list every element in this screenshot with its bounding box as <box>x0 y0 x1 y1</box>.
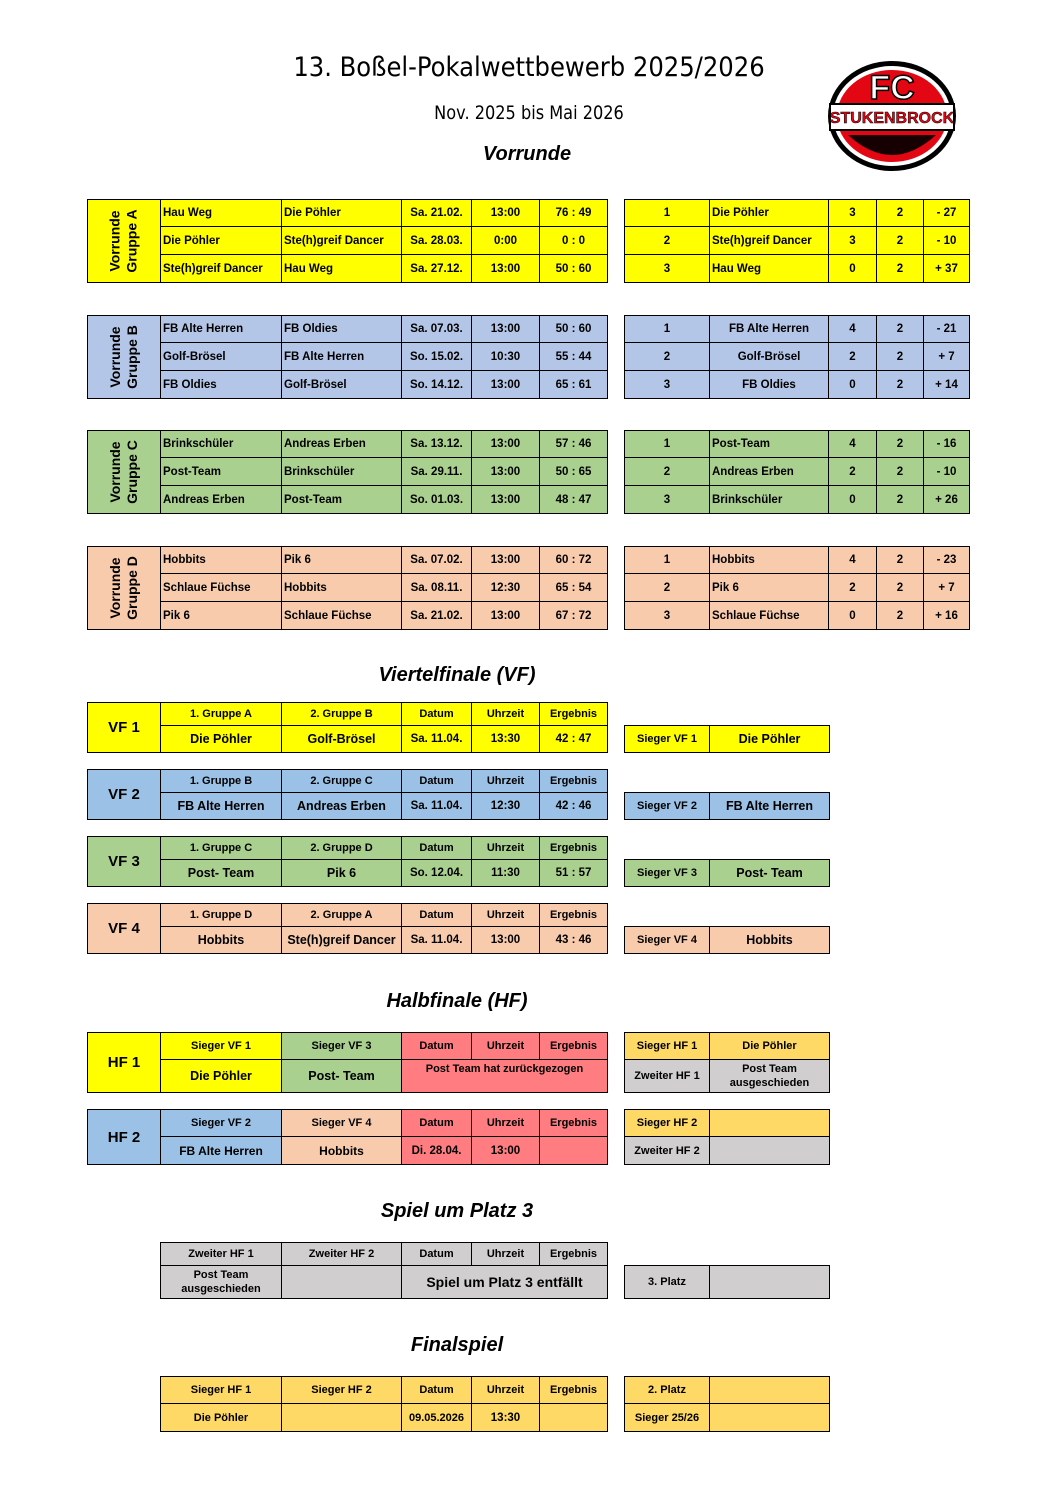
final-header-1: Sieger HF 1 <box>160 1376 282 1404</box>
home-team: Die Pöhler <box>160 226 282 255</box>
table-place: 3 <box>624 370 710 399</box>
vf-date: Sa. 11.04. <box>401 792 472 820</box>
table-throws: + 37 <box>923 254 970 283</box>
match-time: 13:00 <box>471 457 540 486</box>
match-result: 50 : 60 <box>539 254 608 283</box>
vf-winner-label: Sieger VF 3 <box>624 859 710 887</box>
table-throws: + 26 <box>923 485 970 514</box>
away-team: Hobbits <box>281 573 402 602</box>
match-date: Sa. 08.11. <box>401 573 472 602</box>
match-result: 48 : 47 <box>539 485 608 514</box>
header-ergebnis <box>539 415 608 429</box>
vf-time: 12:30 <box>471 792 540 820</box>
vf-header-uhrzeit: Uhrzeit <box>471 903 540 927</box>
vf-time: 13:30 <box>471 725 540 753</box>
table-team: FB Oldies <box>709 370 829 399</box>
match-result: 65 : 61 <box>539 370 608 399</box>
table-team: Andreas Erben <box>709 457 829 486</box>
hf2-result <box>539 1136 608 1165</box>
match-date: Sa. 28.03. <box>401 226 472 255</box>
vf-header-uhrzeit: Uhrzeit <box>471 769 540 793</box>
match-time: 12:30 <box>471 573 540 602</box>
vf-header-1: 1. Gruppe D <box>160 903 282 927</box>
match-time: 13:00 <box>471 315 540 343</box>
table-games: 2 <box>876 254 924 283</box>
vf-label: VF 4 <box>87 903 161 954</box>
away-team: Hau Weg <box>281 254 402 283</box>
vf-header-datum: Datum <box>401 769 472 793</box>
vf-winner-label: Sieger VF 4 <box>624 926 710 954</box>
table-throws: - 16 <box>923 430 970 458</box>
table-team: Hau Weg <box>709 254 829 283</box>
hf1-winner: Die Pöhler <box>709 1032 830 1060</box>
header-datum <box>401 531 472 545</box>
table-points: 0 <box>828 601 877 630</box>
header-platz <box>624 415 710 429</box>
table-games: 2 <box>876 457 924 486</box>
vf-header-datum: Datum <box>401 702 472 726</box>
page-subtitle: Nov. 2025 bis Mai 2026 <box>434 102 624 124</box>
final-second-label: 2. Platz <box>624 1376 710 1404</box>
table-throws: + 14 <box>923 370 970 399</box>
table-points: 0 <box>828 254 877 283</box>
hf2-winner <box>709 1109 830 1137</box>
table-place: 2 <box>624 342 710 371</box>
away-team: Andreas Erben <box>281 430 402 458</box>
match-result: 67 : 72 <box>539 601 608 630</box>
table-throws: - 21 <box>923 315 970 343</box>
vf-team-1: Die Pöhler <box>160 725 282 753</box>
table-throws: - 27 <box>923 199 970 227</box>
vf-date: Sa. 11.04. <box>401 725 472 753</box>
header-punkte <box>828 184 877 198</box>
final-result <box>539 1403 608 1432</box>
hf2-time: 13:00 <box>471 1136 540 1165</box>
table-points: 2 <box>828 342 877 371</box>
final-header-datum: Datum <box>401 1376 472 1404</box>
table-place: 1 <box>624 430 710 458</box>
match-time: 13:00 <box>471 199 540 227</box>
header-datum <box>401 184 472 198</box>
vf-date: So. 12.04. <box>401 859 472 887</box>
table-points: 0 <box>828 370 877 399</box>
vf-date: Sa. 11.04. <box>401 926 472 954</box>
final-team-1: Die Pöhler <box>160 1403 282 1432</box>
vf-header-2: 2. Gruppe C <box>281 769 402 793</box>
header-spiele <box>876 184 924 198</box>
vf-winner-label: Sieger VF 1 <box>624 725 710 753</box>
p3-team-1: Post Team ausgeschieden <box>160 1265 282 1299</box>
hf2-winner-label: Sieger HF 2 <box>624 1109 710 1137</box>
table-team: Hobbits <box>709 546 829 574</box>
match-time: 13:00 <box>471 546 540 574</box>
table-place: 1 <box>624 199 710 227</box>
group-label <box>87 546 161 630</box>
match-date: Sa. 13.12. <box>401 430 472 458</box>
match-result: 50 : 60 <box>539 315 608 343</box>
table-games: 2 <box>876 226 924 255</box>
vf-header-2: 2. Gruppe B <box>281 702 402 726</box>
home-team: Golf-Brösel <box>160 342 282 371</box>
hf1-header-ergebnis: Ergebnis <box>539 1032 608 1060</box>
table-points: 2 <box>828 573 877 602</box>
p3-header-datum: Datum <box>401 1242 472 1266</box>
vf-header-ergebnis: Ergebnis <box>539 702 608 726</box>
match-date: Sa. 29.11. <box>401 457 472 486</box>
home-team: Brinkschüler <box>160 430 282 458</box>
header-mannschaft <box>709 300 829 314</box>
header-spiele <box>876 415 924 429</box>
header-punkte <box>828 415 877 429</box>
away-team: Brinkschüler <box>281 457 402 486</box>
vf-result: 43 : 46 <box>539 926 608 954</box>
header-uhrzeit <box>471 184 540 198</box>
away-team: Schlaue Füchse <box>281 601 402 630</box>
away-team: Golf-Brösel <box>281 370 402 399</box>
page-title: 13. Boßel-Pokalwettbewerb 2025/2026 <box>293 52 765 83</box>
away-team: Post-Team <box>281 485 402 514</box>
match-result: 57 : 46 <box>539 430 608 458</box>
hf2-header-2: Sieger VF 4 <box>281 1109 402 1137</box>
vf-team-2: Pik 6 <box>281 859 402 887</box>
header-platz <box>624 184 710 198</box>
table-place: 3 <box>624 485 710 514</box>
header-ergebnis <box>539 300 608 314</box>
away-team: Die Pöhler <box>281 199 402 227</box>
vf-time: 11:30 <box>471 859 540 887</box>
table-throws: + 7 <box>923 342 970 371</box>
vf-winner: Post- Team <box>709 859 830 887</box>
table-team: Golf-Brösel <box>709 342 829 371</box>
match-result: 50 : 65 <box>539 457 608 486</box>
header-datum <box>401 300 472 314</box>
header-punkte <box>828 300 877 314</box>
table-place: 2 <box>624 226 710 255</box>
final-date: 09.05.2026 <box>401 1403 472 1432</box>
header-datum <box>401 415 472 429</box>
group-label <box>87 199 161 283</box>
group-label-text: Vorrunde Gruppe C <box>107 440 140 504</box>
match-date: So. 01.03. <box>401 485 472 514</box>
p3-team-2 <box>281 1265 402 1299</box>
match-time: 0:00 <box>471 226 540 255</box>
header-wuerfe <box>923 531 970 545</box>
final-header-2: Sieger HF 2 <box>281 1376 402 1404</box>
header-wuerfe <box>923 300 970 314</box>
table-points: 4 <box>828 546 877 574</box>
match-time: 13:00 <box>471 485 540 514</box>
table-place: 2 <box>624 457 710 486</box>
match-date: So. 14.12. <box>401 370 472 399</box>
p3-note: Spiel um Platz 3 entfällt <box>401 1265 608 1299</box>
vf-header-datum: Datum <box>401 836 472 860</box>
table-team: FB Alte Herren <box>709 315 829 343</box>
hf1-winner-label: Sieger HF 1 <box>624 1032 710 1060</box>
hf1-team-2: Post- Team <box>281 1059 402 1093</box>
vf-team-2: Andreas Erben <box>281 792 402 820</box>
hf1-second-label: Zweiter HF 1 <box>624 1059 710 1093</box>
table-place: 1 <box>624 315 710 343</box>
final-team-2 <box>281 1403 402 1432</box>
table-games: 2 <box>876 342 924 371</box>
group-label-text: Vorrunde Gruppe D <box>107 556 140 620</box>
header-ergebnis <box>539 531 608 545</box>
home-team: Ste(h)greif Dancer <box>160 254 282 283</box>
header-platz <box>624 531 710 545</box>
hf1-note: Post Team hat zurückgezogen <box>401 1059 608 1093</box>
hf2-header-ergebnis: Ergebnis <box>539 1109 608 1137</box>
home-team: Hau Weg <box>160 199 282 227</box>
table-throws: + 16 <box>923 601 970 630</box>
header-wuerfe <box>923 415 970 429</box>
header-spiele <box>876 300 924 314</box>
vf-header-ergebnis: Ergebnis <box>539 903 608 927</box>
vf-winner-label: Sieger VF 2 <box>624 792 710 820</box>
table-team: Die Pöhler <box>709 199 829 227</box>
vf-label: VF 2 <box>87 769 161 820</box>
hf2-date: Di. 28.04. <box>401 1136 472 1165</box>
table-throws: - 10 <box>923 226 970 255</box>
match-date: Sa. 07.03. <box>401 315 472 343</box>
group-label-text: Vorrunde Gruppe B <box>107 325 140 389</box>
final-header-uhrzeit: Uhrzeit <box>471 1376 540 1404</box>
header-uhrzeit <box>471 531 540 545</box>
p3-header-2: Zweiter HF 2 <box>281 1242 402 1266</box>
p3-header-1: Zweiter HF 1 <box>160 1242 282 1266</box>
vf-team-1: Hobbits <box>160 926 282 954</box>
hf1-team-1: Die Pöhler <box>160 1059 282 1093</box>
match-result: 65 : 54 <box>539 573 608 602</box>
hf1-header-2: Sieger VF 3 <box>281 1032 402 1060</box>
final-time: 13:30 <box>471 1403 540 1432</box>
table-points: 3 <box>828 226 877 255</box>
p3-header-ergebnis: Ergebnis <box>539 1242 608 1266</box>
header-mannschaft <box>709 531 829 545</box>
group-label <box>87 315 161 399</box>
p3-result-label: 3. Platz <box>624 1265 710 1299</box>
header-mannschaft <box>709 415 829 429</box>
match-time: 13:00 <box>471 370 540 399</box>
header-uhrzeit <box>471 415 540 429</box>
away-team: FB Oldies <box>281 315 402 343</box>
vf-header-2: 2. Gruppe A <box>281 903 402 927</box>
match-date: Sa. 07.02. <box>401 546 472 574</box>
hf1-second: Post Team ausgeschieden <box>709 1059 830 1093</box>
vf-header-ergebnis: Ergebnis <box>539 836 608 860</box>
group-label-text: Vorrunde Gruppe A <box>106 209 140 273</box>
away-team: FB Alte Herren <box>281 342 402 371</box>
vf-time: 13:00 <box>471 926 540 954</box>
final-winner-label: Sieger 25/26 <box>624 1403 710 1432</box>
vf-label: VF 3 <box>87 836 161 887</box>
vf-result: 51 : 57 <box>539 859 608 887</box>
section-title-finale: Finalspiel <box>410 1334 504 1356</box>
match-result: 0 : 0 <box>539 226 608 255</box>
header-platz <box>624 300 710 314</box>
away-team: Pik 6 <box>281 546 402 574</box>
home-team: Pik 6 <box>160 601 282 630</box>
group-label <box>87 430 161 514</box>
final-second <box>709 1376 830 1404</box>
table-place: 2 <box>624 573 710 602</box>
table-games: 2 <box>876 546 924 574</box>
hf2-second-label: Zweiter HF 2 <box>624 1136 710 1165</box>
away-team: Ste(h)greif Dancer <box>281 226 402 255</box>
vf-team-2: Golf-Brösel <box>281 725 402 753</box>
vf-header-uhrzeit: Uhrzeit <box>471 702 540 726</box>
vf-team-2: Ste(h)greif Dancer <box>281 926 402 954</box>
vf-team-1: FB Alte Herren <box>160 792 282 820</box>
vf-result: 42 : 46 <box>539 792 608 820</box>
table-place: 1 <box>624 546 710 574</box>
match-time: 13:00 <box>471 430 540 458</box>
hf1-header-1: Sieger VF 1 <box>160 1032 282 1060</box>
vf-header-datum: Datum <box>401 903 472 927</box>
match-date: So. 15.02. <box>401 342 472 371</box>
home-team: Hobbits <box>160 546 282 574</box>
table-team: Schlaue Füchse <box>709 601 829 630</box>
p3-result <box>709 1265 830 1299</box>
vf-header-uhrzeit: Uhrzeit <box>471 836 540 860</box>
match-date: Sa. 21.02. <box>401 601 472 630</box>
table-team: Post-Team <box>709 430 829 458</box>
hf1-header-uhrzeit: Uhrzeit <box>471 1032 540 1060</box>
section-title-vorrunde: Vorrunde <box>482 143 572 165</box>
table-throws: + 7 <box>923 573 970 602</box>
header-wuerfe <box>923 184 970 198</box>
hf2-header-uhrzeit: Uhrzeit <box>471 1109 540 1137</box>
table-team: Brinkschüler <box>709 485 829 514</box>
match-result: 60 : 72 <box>539 546 608 574</box>
table-team: Pik 6 <box>709 573 829 602</box>
header-mannschaft <box>709 184 829 198</box>
section-title-platz3: Spiel um Platz 3 <box>380 1200 534 1222</box>
p3-header-uhrzeit: Uhrzeit <box>471 1242 540 1266</box>
table-points: 0 <box>828 485 877 514</box>
hf2-header-datum: Datum <box>401 1109 472 1137</box>
home-team: Post-Team <box>160 457 282 486</box>
vf-header-1: 1. Gruppe A <box>160 702 282 726</box>
final-header-ergebnis: Ergebnis <box>539 1376 608 1404</box>
logo-club-text: STUKENBROCK <box>829 110 955 127</box>
vf-winner: FB Alte Herren <box>709 792 830 820</box>
vf-header-ergebnis: Ergebnis <box>539 769 608 793</box>
table-points: 2 <box>828 457 877 486</box>
vf-winner: Die Pöhler <box>709 725 830 753</box>
vf-result: 42 : 47 <box>539 725 608 753</box>
table-points: 4 <box>828 315 877 343</box>
table-throws: - 23 <box>923 546 970 574</box>
match-result: 76 : 49 <box>539 199 608 227</box>
table-place: 3 <box>624 254 710 283</box>
match-time: 13:00 <box>471 601 540 630</box>
hf2-team-2: Hobbits <box>281 1136 402 1165</box>
table-games: 2 <box>876 485 924 514</box>
section-title-viertelfinale: Viertelfinale (VF) <box>378 664 536 686</box>
match-time: 10:30 <box>471 342 540 371</box>
match-date: Sa. 21.02. <box>401 199 472 227</box>
vf-team-1: Post- Team <box>160 859 282 887</box>
match-time: 13:00 <box>471 254 540 283</box>
hf2-header-1: Sieger VF 2 <box>160 1109 282 1137</box>
header-spiele <box>876 531 924 545</box>
fc-stukenbrock-logo-icon <box>826 60 958 172</box>
logo-fc-text: FC <box>869 69 915 107</box>
header-uhrzeit <box>471 300 540 314</box>
table-place: 3 <box>624 601 710 630</box>
table-games: 2 <box>876 199 924 227</box>
header-ergebnis <box>539 184 608 198</box>
table-games: 2 <box>876 315 924 343</box>
table-games: 2 <box>876 430 924 458</box>
hf2-team-1: FB Alte Herren <box>160 1136 282 1165</box>
table-throws: - 10 <box>923 457 970 486</box>
home-team: FB Alte Herren <box>160 315 282 343</box>
home-team: FB Oldies <box>160 370 282 399</box>
table-games: 2 <box>876 370 924 399</box>
vf-winner: Hobbits <box>709 926 830 954</box>
vf-label: VF 1 <box>87 702 161 753</box>
match-date: Sa. 27.12. <box>401 254 472 283</box>
table-games: 2 <box>876 601 924 630</box>
table-points: 3 <box>828 199 877 227</box>
home-team: Schlaue Füchse <box>160 573 282 602</box>
hf1-label: HF 1 <box>87 1032 161 1093</box>
hf1-header-datum: Datum <box>401 1032 472 1060</box>
match-result: 55 : 44 <box>539 342 608 371</box>
table-points: 4 <box>828 430 877 458</box>
header-punkte <box>828 531 877 545</box>
home-team: Andreas Erben <box>160 485 282 514</box>
table-team: Ste(h)greif Dancer <box>709 226 829 255</box>
vf-header-1: 1. Gruppe B <box>160 769 282 793</box>
table-games: 2 <box>876 573 924 602</box>
section-title-halbfinale: Halbfinale (HF) <box>386 990 528 1012</box>
hf2-label: HF 2 <box>87 1109 161 1165</box>
hf2-second <box>709 1136 830 1165</box>
vf-header-2: 2. Gruppe D <box>281 836 402 860</box>
final-winner <box>709 1403 830 1432</box>
vf-header-1: 1. Gruppe C <box>160 836 282 860</box>
